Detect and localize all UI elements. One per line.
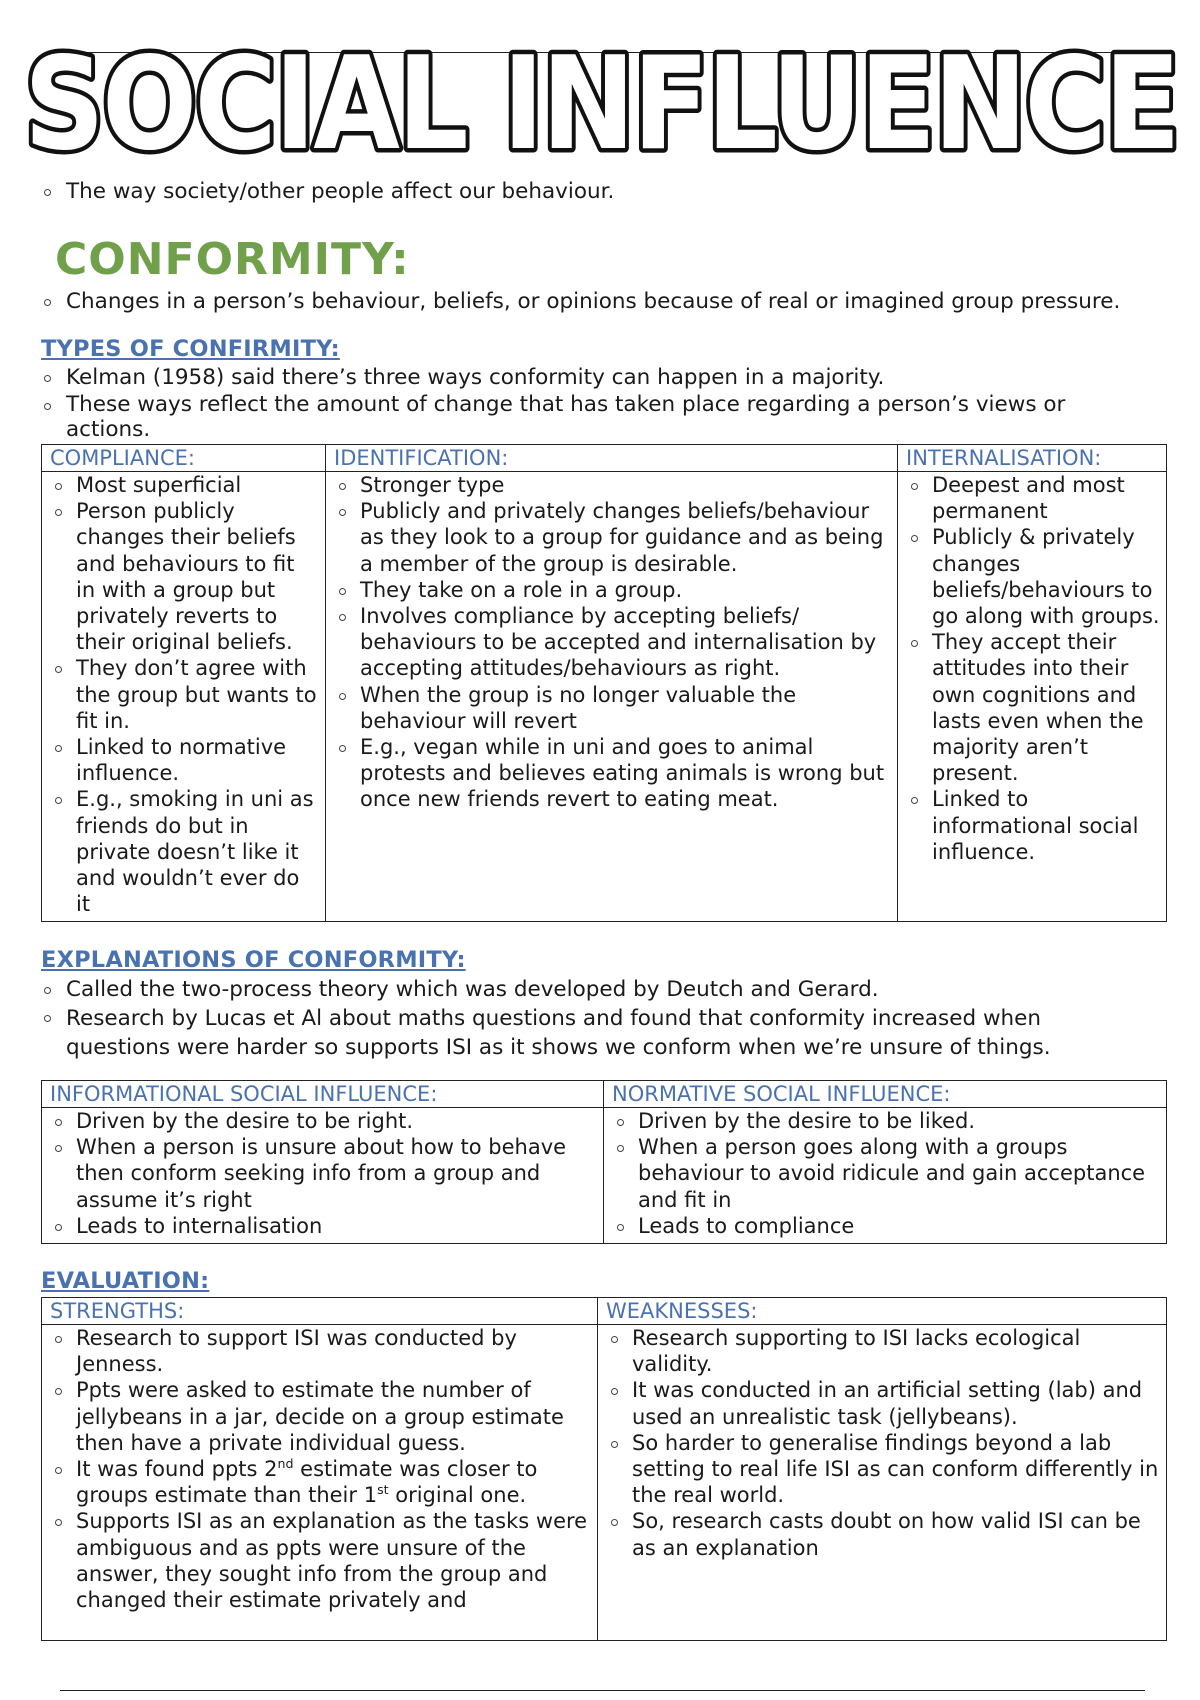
internalisation-header: INTERNALISATION: bbox=[898, 445, 1167, 472]
intro-text: The way society/other people affect our behaviour. bbox=[40, 178, 1160, 205]
types-table bbox=[41, 444, 1167, 922]
weakness-item: So, research casts doubt on how valid ISI can be as an explanation bbox=[606, 1508, 1160, 1560]
types-point-2: These ways reflect the amount of change that has taken place regarding a person’s views or actions. bbox=[40, 392, 1120, 442]
strengths-cell bbox=[42, 1325, 598, 1641]
types-points bbox=[40, 364, 1120, 442]
strength-text-part: It was found ppts 2 bbox=[76, 1457, 278, 1482]
isi-item: Leads to internalisation bbox=[50, 1213, 597, 1239]
internalisation-item: They accept their attitudes into their own cognitions and lasts even when the majority aren’t present. bbox=[906, 629, 1160, 786]
compliance-item: They don’t agree with the group but wants to fit in. bbox=[50, 655, 319, 734]
explanations-table bbox=[41, 1080, 1167, 1244]
identification-item: Publicly and privately changes beliefs/behaviour as they look to a group for guidance and as being a member of the group is desirable. bbox=[334, 498, 891, 577]
strengths-header: STRENGTHS: bbox=[42, 1298, 598, 1325]
title-art bbox=[22, 30, 1182, 180]
identification-cell bbox=[326, 472, 898, 922]
nsi-cell bbox=[604, 1108, 1167, 1244]
weakness-item: It was conducted in an artificial setting (lab) and used an unrealistic task (jellybeans). bbox=[606, 1377, 1160, 1429]
ordinal-suffix: nd bbox=[277, 1456, 294, 1472]
internalisation-item: Deepest and most permanent bbox=[906, 472, 1160, 524]
intro-block bbox=[40, 178, 1160, 205]
conformity-definition-block bbox=[40, 288, 1180, 315]
identification-item: Involves compliance by accepting beliefs/ behaviours to be accepted and internalisation by accepting attitudes/behaviours as right. bbox=[334, 603, 891, 682]
identification-header: IDENTIFICATION: bbox=[326, 445, 898, 472]
compliance-cell bbox=[42, 472, 326, 922]
identification-item: When the group is no longer valuable the behaviour will revert bbox=[334, 682, 891, 734]
strength-item bbox=[50, 1456, 591, 1508]
types-table-header-row bbox=[42, 445, 1167, 472]
isi-item: Driven by the desire to be right. bbox=[50, 1108, 597, 1134]
explanations-points bbox=[40, 976, 1120, 1062]
strength-text-part: original one. bbox=[388, 1483, 527, 1508]
explanations-point-1: Called the two-process theory which was developed by Deutch and Gerard. bbox=[40, 976, 1120, 1003]
strength-text-part: estimate was closer to groups estimate than their 1 bbox=[76, 1457, 538, 1508]
types-heading: TYPES OF CONFIRMITY: bbox=[41, 336, 340, 362]
types-point-1: Kelman (1958) said there’s three ways conformity can happen in a majority. bbox=[40, 364, 1120, 391]
weakness-item: Research supporting to ISI lacks ecological validity. bbox=[606, 1325, 1160, 1377]
identification-item: They take on a role in a group. bbox=[334, 577, 891, 603]
weakness-item: So harder to generalise findings beyond a lab setting to real life ISI as can conform differently in the real world. bbox=[606, 1430, 1160, 1509]
ordinal-suffix: st bbox=[377, 1482, 389, 1498]
strength-item: Research to support ISI was conducted by Jenness. bbox=[50, 1325, 591, 1377]
internalisation-item: Linked to informational social influence. bbox=[906, 786, 1160, 865]
evaluation-heading: EVALUATION: bbox=[41, 1268, 210, 1294]
compliance-item: Most superficial bbox=[50, 472, 319, 498]
internalisation-item: Publicly & privately changes beliefs/behaviours to go along with groups. bbox=[906, 524, 1160, 629]
explanations-heading: EXPLANATIONS OF CONFORMITY: bbox=[41, 947, 466, 973]
weaknesses-cell bbox=[598, 1325, 1167, 1641]
isi-cell bbox=[42, 1108, 604, 1244]
document-title bbox=[22, 30, 1182, 180]
evaluation-table-header-row bbox=[42, 1298, 1167, 1325]
types-table-body-row bbox=[42, 472, 1167, 922]
conformity-heading: CONFORMITY: bbox=[55, 234, 410, 285]
nsi-item: When a person goes along with a groups behaviour to avoid ridicule and gain acceptance and fit in bbox=[612, 1134, 1160, 1213]
compliance-item: Linked to normative influence. bbox=[50, 734, 319, 786]
compliance-item: Person publicly changes their beliefs and behaviours to fit in with a group but privately reverts to their original beliefs. bbox=[50, 498, 319, 655]
strength-item: Supports ISI as an explanation as the tasks were ambiguous and as ppts were unsure of the answer, they sought info from the group and changed their estimate privately and bbox=[50, 1508, 591, 1613]
bottom-rule bbox=[60, 1690, 1145, 1691]
explanations-point-2: Research by Lucas et Al about maths questions and found that conformity increased when questions were harder so supports ISI as it shows we conform when we’re unsure of things. bbox=[40, 1004, 1120, 1062]
identification-item: E.g., vegan while in uni and goes to animal protests and believes eating animals is wrong but once new friends revert to eating meat. bbox=[334, 734, 891, 813]
internalisation-cell bbox=[898, 472, 1167, 922]
title-text: SOCIAL INFLUENCE bbox=[24, 30, 1178, 179]
conformity-definition: Changes in a person’s behaviour, beliefs, or opinions because of real or imagined group pressure. bbox=[40, 288, 1180, 315]
isi-item: When a person is unsure about how to behave then conform seeking info from a group and assume it’s right bbox=[50, 1134, 597, 1213]
nsi-item: Leads to compliance bbox=[612, 1213, 1160, 1239]
weaknesses-header: WEAKNESSES: bbox=[598, 1298, 1167, 1325]
explanations-table-body-row bbox=[42, 1108, 1167, 1244]
compliance-header: COMPLIANCE: bbox=[42, 445, 326, 472]
explanations-table-header-row bbox=[42, 1081, 1167, 1108]
isi-header: INFORMATIONAL SOCIAL INFLUENCE: bbox=[42, 1081, 604, 1108]
identification-item: Stronger type bbox=[334, 472, 891, 498]
nsi-header: NORMATIVE SOCIAL INFLUENCE: bbox=[604, 1081, 1167, 1108]
strength-item: Ppts were asked to estimate the number of jellybeans in a jar, decide on a group estimate then have a private individual guess. bbox=[50, 1377, 591, 1456]
compliance-item: E.g., smoking in uni as friends do but in private doesn’t like it and wouldn’t ever do it bbox=[50, 786, 319, 917]
evaluation-table bbox=[41, 1297, 1167, 1641]
nsi-item: Driven by the desire to be liked. bbox=[612, 1108, 1160, 1134]
evaluation-table-body-row bbox=[42, 1325, 1167, 1641]
